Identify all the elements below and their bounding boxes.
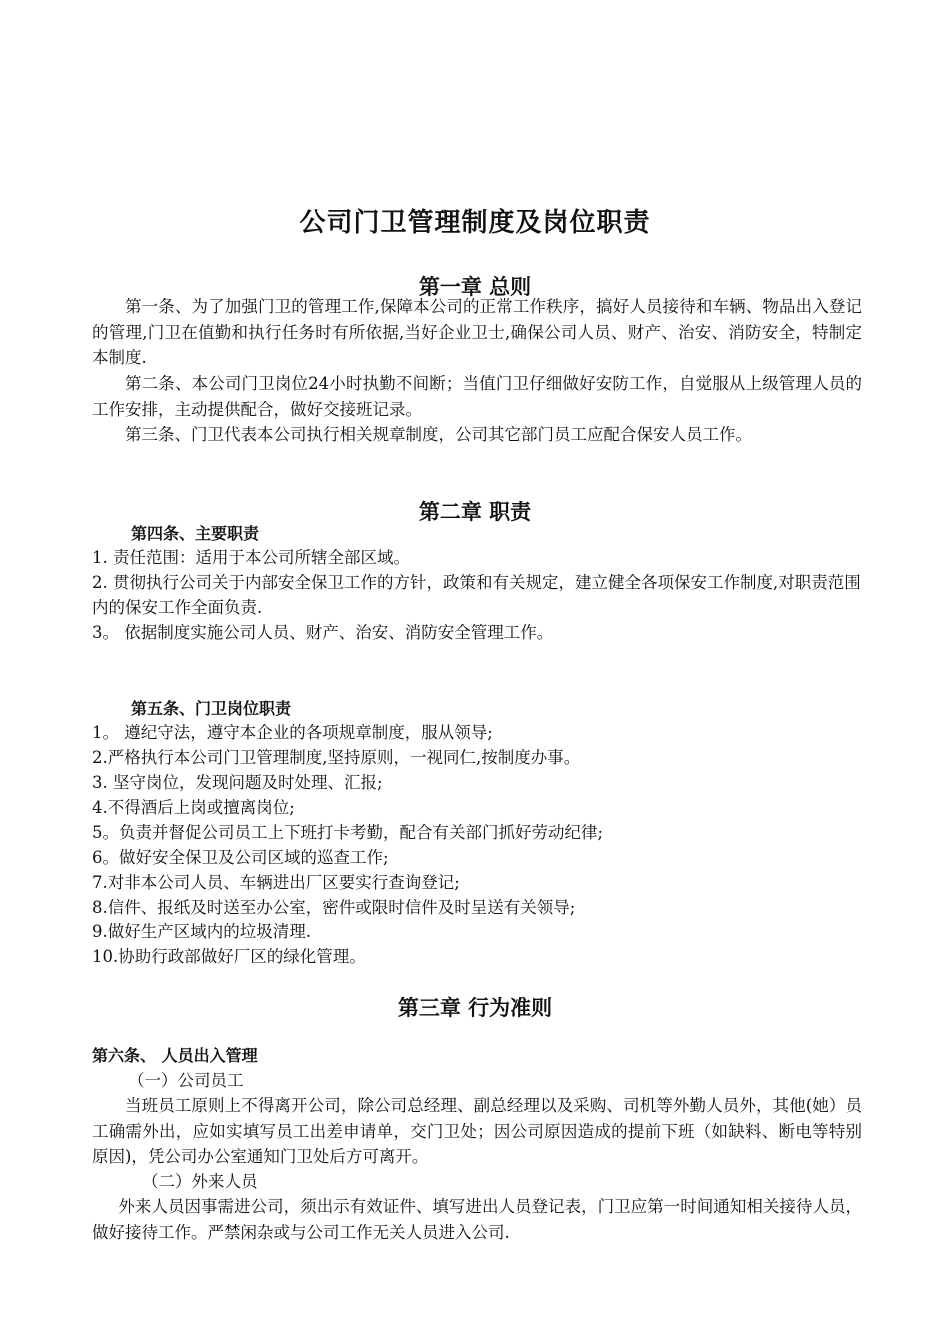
document-title: 公司门卫管理制度及岗位职责 bbox=[299, 208, 651, 238]
article6-heading: 第六条、 人员出入管理 bbox=[92, 1046, 258, 1065]
article5-item: 3. 坚守岗位，发现问题及时处理、汇报; bbox=[92, 773, 383, 792]
chapter3-heading: 第三章 行为准则 bbox=[397, 996, 553, 1020]
article5-item: 7.对非本公司人员、车辆进出厂区要实行查询登记; bbox=[92, 873, 460, 892]
article4-item: 2. 贯彻执行公司关于内部安全保卫工作的方针，政策和有关规定，建立健全各项保安工作制度,对职责范围内的保安工作全面负责. bbox=[92, 573, 861, 617]
section2-text: 外来人员因事需进公司，须出示有效证件、填写进出人员登记表，门卫应第一时间通知相关接待人员，做好接待工作。严禁闲杂或与公司工作无关人员进入公司. bbox=[92, 1197, 862, 1242]
article2-text: 第二条、本公司门卫岗位24小时执勤不间断；当值门卫仔细做好安防工作，自觉服从上级管理人员的工作安排，主动提供配合，做好交接班记录。 bbox=[92, 374, 862, 419]
chapter1-heading: 第一章 总则 bbox=[418, 275, 532, 299]
section1-label: （一）公司员工 bbox=[128, 1071, 244, 1090]
article4-item: 3。 依据制度实施公司人员、财产、治安、消防安全管理工作。 bbox=[92, 623, 554, 642]
article5-item: 6。做好安全保卫及公司区域的巡查工作; bbox=[92, 848, 389, 867]
article5-item: 8.信件、报纸及时送至办公室，密件或限时信件及时呈送有关领导; bbox=[92, 898, 576, 917]
chapter2-heading: 第二章 职责 bbox=[418, 500, 532, 524]
article4-heading: 第四条、主要职责 bbox=[131, 524, 260, 543]
article5-item: 2.严格执行本公司门卫管理制度,坚持原则，一视同仁,按制度办事。 bbox=[92, 748, 581, 767]
article5-heading: 第五条、门卫岗位职责 bbox=[131, 699, 292, 718]
section2-label: （二）外来人员 bbox=[142, 1172, 258, 1191]
section1-text: 当班员工原则上不得离开公司，除公司总经理、副总经理以及采购、司机等外勤人员外，其他(她）员工确需外出，应如实填写员工出差申请单，交门卫处；因公司原因造成的提前下班（如缺料、断电等特别原因)，凭公司办公室通知门卫处后方可离开。 bbox=[92, 1096, 862, 1166]
article1-text: 第一条、为了加强门卫的管理工作,保障本公司的正常工作秩序，搞好人员接待和车辆、物品出入登记的管理,门卫在值勤和执行任务时有所依据,当好企业卫士,确保公司人员、财产、治安、消防安全，特制定本制度. bbox=[92, 297, 862, 367]
article3-text: 第三条、门卫代表本公司执行相关规章制度，公司其它部门员工应配合保安人员工作。 bbox=[125, 425, 752, 444]
article5-item: 9.做好生产区域内的垃圾清理. bbox=[92, 922, 311, 941]
article4-item: 1. 责任范围：适用于本公司所辖全部区域。 bbox=[92, 548, 410, 567]
article5-item: 1。 遵纪守法，遵守本企业的各项规章制度，服从领导; bbox=[92, 723, 493, 742]
article5-item: 5。负责并督促公司员工上下班打卡考勤，配合有关部门抓好劳动纪律; bbox=[92, 823, 604, 842]
article5-item: 10.协助行政部做好厂区的绿化管理。 bbox=[92, 947, 366, 966]
article5-item: 4.不得酒后上岗或擅离岗位; bbox=[92, 798, 295, 817]
